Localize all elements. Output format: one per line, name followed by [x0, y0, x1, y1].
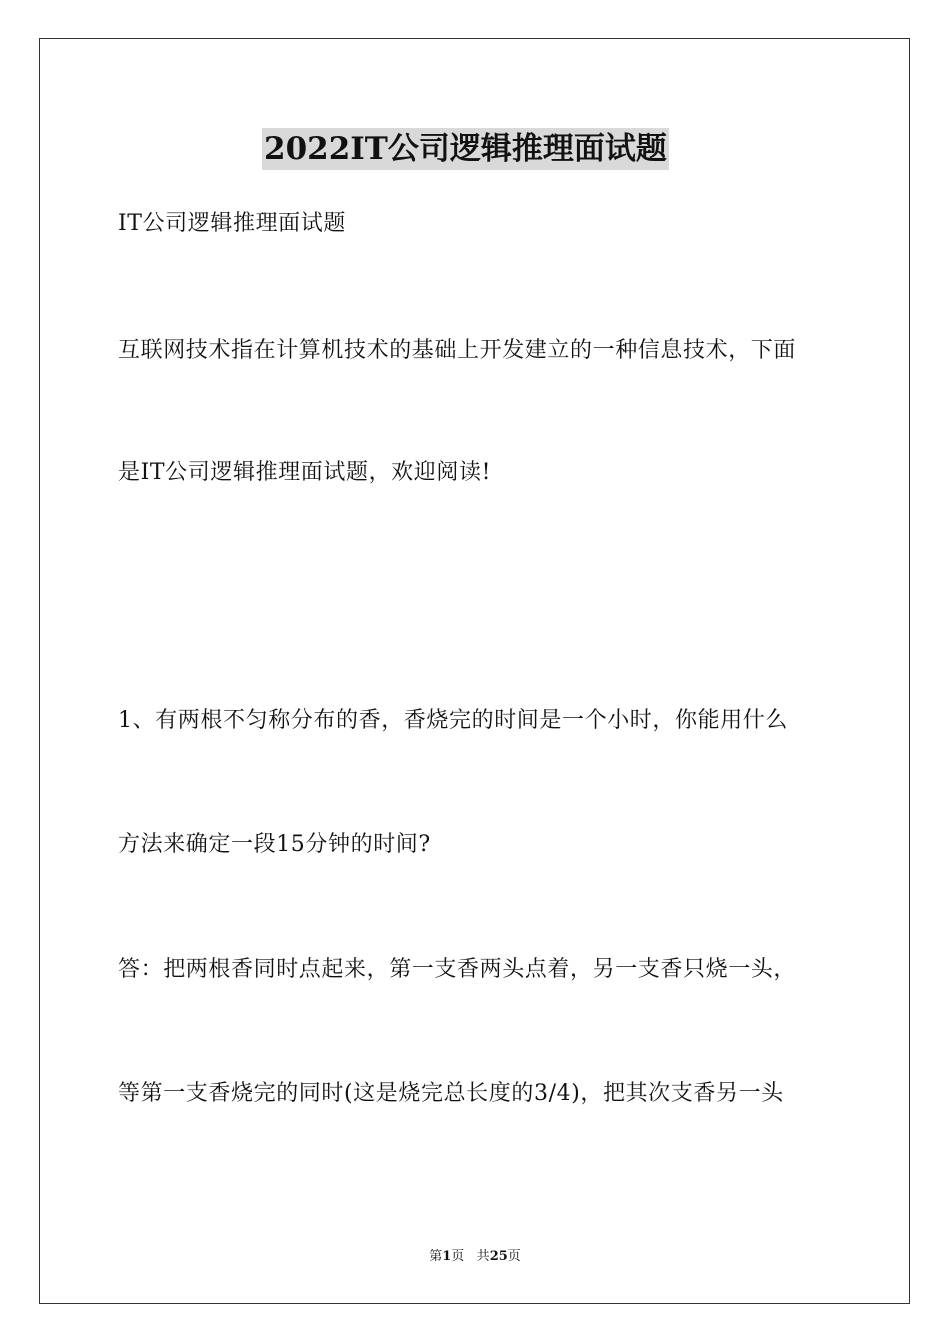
paragraph-answer-line-2: 等第一支香烧完的同时(这是烧完总长度的3/4)，把其次支香另一头: [118, 1081, 784, 1106]
paragraph-intro-line-1: 互联网技术指在计算机技术的基础上开发建立的一种信息技术，下面: [118, 338, 797, 363]
footer-page-suffix: 页: [451, 1249, 465, 1264]
footer-total-suffix: 页: [507, 1249, 521, 1264]
document-title: 2022IT公司逻辑推理面试题: [262, 128, 669, 170]
paragraph-intro-line-2: 是IT公司逻辑推理面试题，欢迎阅读!: [118, 460, 492, 485]
footer-page-number: 1: [442, 1249, 452, 1264]
footer-total-pages: 25: [489, 1249, 508, 1264]
paragraph-subtitle: IT公司逻辑推理面试题: [118, 211, 346, 236]
footer-total-prefix: 共: [476, 1249, 490, 1264]
paragraph-question-1-line-2: 方法来确定一段15分钟的时间?: [118, 832, 431, 857]
paragraph-answer-line-1: 答：把两根香同时点起来，第一支香两头点着，另一支香只烧一头，: [118, 957, 797, 982]
footer-page-prefix: 第: [429, 1249, 443, 1264]
page-footer: [0, 1248, 950, 1266]
paragraph-question-1-line-1: 1、有两根不匀称分布的香，香烧完的时间是一个小时，你能用什么: [118, 708, 788, 733]
